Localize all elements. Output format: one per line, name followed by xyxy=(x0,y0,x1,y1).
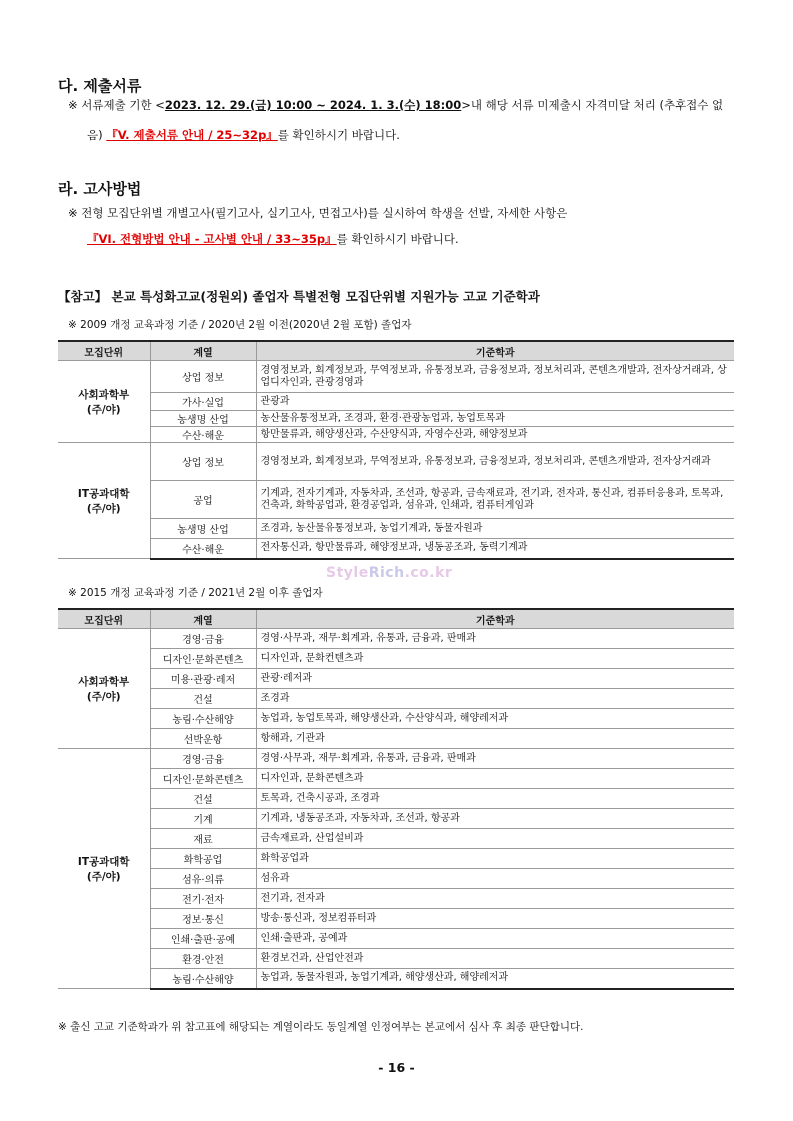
table-row-departments: 경영·사무과, 재무·회계과, 유통과, 금융과, 판매과 xyxy=(256,749,734,769)
unit-social-science: 사회과학부 (주/야) xyxy=(58,629,150,749)
table-row-departments: 디자인과, 문화콘텐츠과 xyxy=(256,769,734,789)
table-2015-curriculum xyxy=(58,608,734,990)
table-row-category: 농생명 산업 xyxy=(150,411,256,427)
deadline-note: ※ 서류제출 기한 <2023. 12. 29.(금) 10:00 ~ 2024. 1. 3.(수) 18:00>내 해당 서류 미제출시 자격미달 처리 (추후접수 없 xyxy=(68,98,724,112)
unit-it-engineering: IT공과대학 (주/야) xyxy=(58,443,150,559)
header-category: 계열 xyxy=(150,341,256,361)
table-row-category: 미용·관광·레저 xyxy=(150,669,256,689)
header-category: 계열 xyxy=(150,609,256,629)
table-row-departments: 항해과, 기관과 xyxy=(256,729,734,749)
table-row-departments: 기계과, 전자기계과, 자동차과, 조선과, 항공과, 금속재료과, 전기과, 전자과, 통신과, 컴퓨터응용과, 토목과, 건축과, 화학공업과, 환경공업과, 섬유과, 인쇄과, 컴퓨터게임과 xyxy=(256,481,734,519)
exam-guide-reference: 『VI. 전형방법 안내 - 고사별 안내 / 33~35p』 xyxy=(87,232,337,246)
footnote: ※ 출신 고교 기준학과가 위 참고표에 해당되는 계열이라도 동일계열 인정여부는 본교에서 심사 후 최종 판단합니다. xyxy=(58,1021,584,1033)
table-row-departments: 금속재료과, 산업설비과 xyxy=(256,829,734,849)
doc-guide-reference: 『V. 제출서류 안내 / 25~32p』 xyxy=(106,128,278,142)
table-row-departments: 토목과, 건축시공과, 조경과 xyxy=(256,789,734,809)
table-row-category: 재료 xyxy=(150,829,256,849)
table-row-category: 수산·해운 xyxy=(150,539,256,559)
table-row-category: 인쇄·출판·공예 xyxy=(150,929,256,949)
table-row-departments: 조경과, 농산물유통정보과, 농업기계과, 동물자원과 xyxy=(256,519,734,539)
curriculum-2009-note: ※ 2009 개정 교육과정 기준 / 2020년 2월 이전(2020년 2월 포함) 졸업자 xyxy=(68,319,412,331)
section-heading-ra: 라. 고사방법 xyxy=(58,180,142,198)
table-row-category: 선박운항 xyxy=(150,729,256,749)
header-unit: 모집단위 xyxy=(58,609,150,629)
table-row-departments: 조경과 xyxy=(256,689,734,709)
table-row-category: 가사·실업 xyxy=(150,393,256,411)
header-department: 기준학과 xyxy=(256,341,734,361)
curriculum-2015-note: ※ 2015 개정 교육과정 기준 / 2021년 2월 이후 졸업자 xyxy=(68,587,323,599)
table-row-departments: 화학공업과 xyxy=(256,849,734,869)
table-row-category: 공업 xyxy=(150,481,256,519)
table-row-departments: 경영정보과, 회계정보과, 무역정보과, 유통정보과, 금융정보과, 정보처리과, 콘텐츠개발과, 전자상거래과, 상업디자인과, 관광경영과 xyxy=(256,361,734,393)
table-row-category: 건설 xyxy=(150,689,256,709)
exam-method-note-cont: 『VI. 전형방법 안내 - 고사별 안내 / 33~35p』를 확인하시기 바랍니다. xyxy=(87,232,459,246)
table-row-category: 경영·금융 xyxy=(150,749,256,769)
header-unit: 모집단위 xyxy=(58,341,150,361)
deadline-period: 2023. 12. 29.(금) 10:00 ~ 2024. 1. 3.(수) 18:00 xyxy=(164,98,462,112)
table-row-category: 화학공업 xyxy=(150,849,256,869)
table-row-departments: 경영·사무과, 재무·회계과, 유통과, 금융과, 판매과 xyxy=(256,629,734,649)
table-row-category: 정보·통신 xyxy=(150,909,256,929)
section-heading-da: 다. 제출서류 xyxy=(58,77,142,95)
table-row-departments: 전자통신과, 항만물류과, 해양정보과, 냉동공조과, 동력기계과 xyxy=(256,539,734,559)
exam-method-note: ※ 전형 모집단위별 개별고사(필기고사, 실기고사, 면접고사)를 실시하여 학생을 선발, 자세한 사항은 xyxy=(68,206,568,220)
table-row-category: 전기·전자 xyxy=(150,889,256,909)
header-department: 기준학과 xyxy=(256,609,734,629)
table-row-category: 기계 xyxy=(150,809,256,829)
table-row-departments: 환경보건과, 산업안전과 xyxy=(256,949,734,969)
unit-it-engineering: IT공과대학 (주/야) xyxy=(58,749,150,989)
table-row-departments: 방송·통신과, 정보컴퓨터과 xyxy=(256,909,734,929)
table-row-category: 건설 xyxy=(150,789,256,809)
table-row-category: 농생명 산업 xyxy=(150,519,256,539)
table-row-departments: 관광과 xyxy=(256,393,734,411)
watermark: StyleRich.co.kr xyxy=(326,565,453,581)
table-row-departments: 섬유과 xyxy=(256,869,734,889)
unit-social-science: 사회과학부 (주/야) xyxy=(58,361,150,443)
table-row-category: 디자인·문화콘텐츠 xyxy=(150,769,256,789)
page-number: - 16 - xyxy=(378,1060,415,1075)
table-row-departments: 항만물류과, 해양생산과, 수산양식과, 자영수산과, 해양정보과 xyxy=(256,427,734,443)
table-row-departments: 전기과, 전자과 xyxy=(256,889,734,909)
table-row-category: 섬유·의류 xyxy=(150,869,256,889)
table-row-category: 농림·수산해양 xyxy=(150,709,256,729)
table-row-category: 환경·안전 xyxy=(150,949,256,969)
table-row-departments: 농업과, 동물자원과, 농업기계과, 해양생산과, 해양레저과 xyxy=(256,969,734,989)
table-row-departments: 농산물유통정보과, 조경과, 환경·관광농업과, 농업토목과 xyxy=(256,411,734,427)
reference-title: 【참고】 본교 특성화고교(정원외) 졸업자 특별전형 모집단위별 지원가능 고교 기준학과 xyxy=(58,289,540,304)
table-row-category: 디자인·문화콘텐츠 xyxy=(150,649,256,669)
table-row-departments: 기계과, 냉동공조과, 자동차과, 조선과, 항공과 xyxy=(256,809,734,829)
table-row-departments: 인쇄·출판과, 공예과 xyxy=(256,929,734,949)
table-row-category: 농림·수산해양 xyxy=(150,969,256,989)
table-row-departments: 경영정보과, 회계정보과, 무역정보과, 유통정보과, 금융정보과, 정보처리과, 콘텐츠개발과, 전자상거래과 xyxy=(256,443,734,481)
table-row-departments: 관광·레저과 xyxy=(256,669,734,689)
table-row-category: 상업 정보 xyxy=(150,443,256,481)
table-2009-curriculum xyxy=(58,340,734,560)
table-row-departments: 디자인과, 문화컨텐츠과 xyxy=(256,649,734,669)
table-row-departments: 농업과, 농업토목과, 해양생산과, 수산양식과, 해양레저과 xyxy=(256,709,734,729)
deadline-note-cont: 음) 『V. 제출서류 안내 / 25~32p』를 확인하시기 바랍니다. xyxy=(87,128,400,142)
table-row-category: 경영·금융 xyxy=(150,629,256,649)
table-row-category: 수산·해운 xyxy=(150,427,256,443)
table-row-category: 상업 정보 xyxy=(150,361,256,393)
